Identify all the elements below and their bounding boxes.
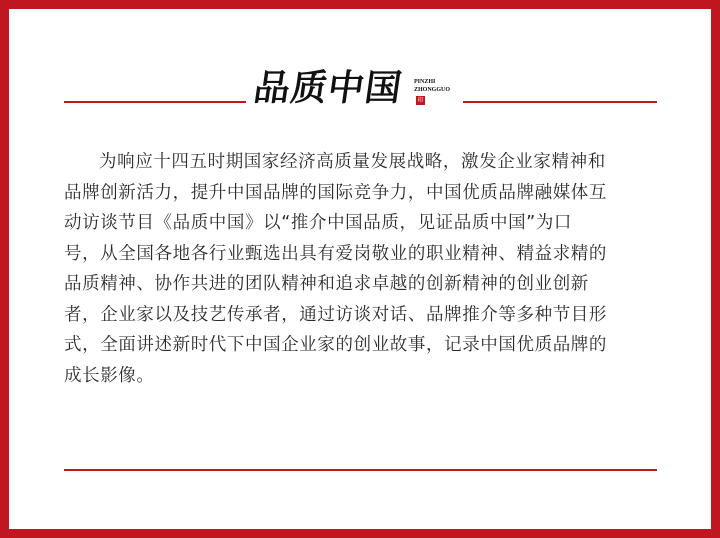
header-divider-left: [64, 101, 246, 103]
intro-line: 动访谈节目《品质中国》以“推介中国品质，见证品质中国”为口: [64, 213, 573, 233]
intro-line: 号，从全国各地各行业甄选出具有爱岗敬业的职业精神、精益求精的: [64, 243, 607, 264]
logo-pinyin-line1: PINZHI: [414, 79, 436, 85]
brand-logo: [251, 56, 459, 118]
section-header: [0, 56, 720, 118]
intro-line: 者，企业家以及技艺传承者，通过访谈对话、品牌推介等多种节目形: [64, 304, 607, 325]
logo-title: 品质中国: [251, 67, 405, 109]
logo-pinyin: [414, 78, 450, 94]
seal-stamp-icon: 印: [417, 97, 424, 104]
logo-pinyin-line2: ZHONGGUO: [414, 87, 451, 93]
intro-line: 式，全面讲述新时代下中国企业家的创业故事，记录中国优质品牌的: [64, 335, 607, 355]
intro-paragraph: [64, 147, 657, 391]
footer-divider: [64, 469, 657, 471]
intro-line: 品牌创新活力，提升中国品牌的国际竞争力，中国优质品牌融媒体互: [64, 182, 607, 203]
intro-line: 为响应十四五时期国家经济高质量发展战略，激发企业家精神和: [99, 152, 606, 172]
header-divider-right: [463, 101, 657, 103]
intro-line: 成长影像。: [64, 365, 155, 386]
intro-line: 品质精神、协作共进的团队精神和追求卓越的创新精神的创业创新: [64, 274, 589, 294]
